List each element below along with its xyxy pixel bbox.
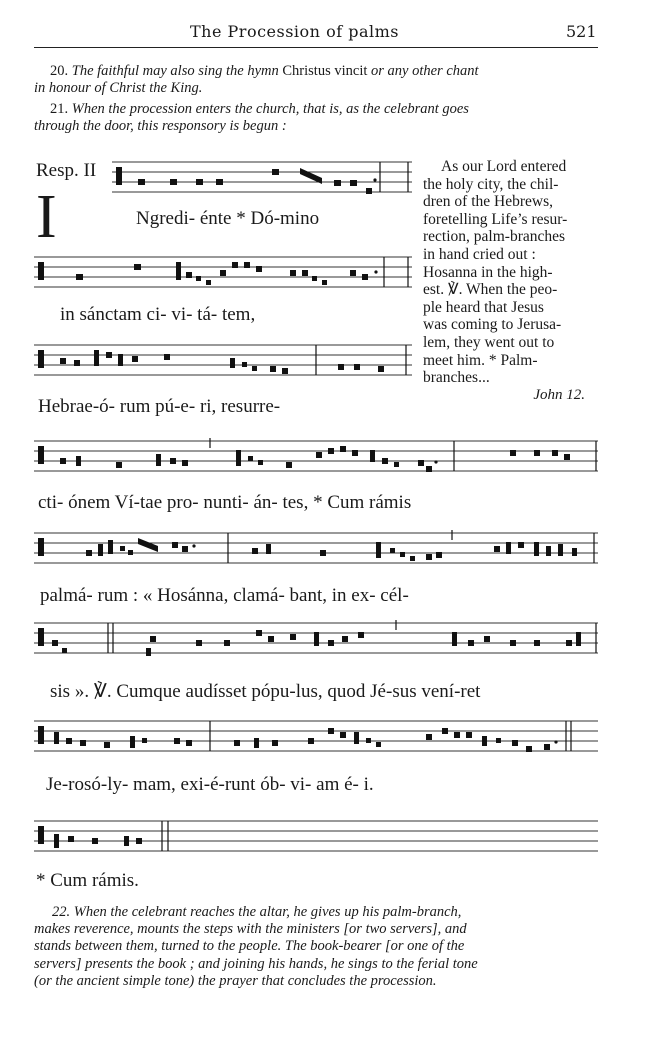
lyric-line-7: Je-rosó-ly- mam, exi-é-runt ób- vi- am é- i. bbox=[46, 774, 374, 795]
translation-line: Hosanna in the high- bbox=[423, 263, 553, 281]
scripture-reference: John 12. bbox=[533, 386, 585, 403]
lyric-line-6: sis ». ℣. Cumque audísset pópu-lus, quod Jé-sus vení-ret bbox=[50, 681, 481, 702]
chant-staff-7 bbox=[34, 716, 600, 764]
rubric-22 bbox=[34, 904, 600, 990]
lyric-line-1: Ngredi- énte * Dó-mino bbox=[136, 208, 320, 229]
chant-staff-1 bbox=[112, 158, 414, 204]
page-number: 521 bbox=[566, 22, 597, 41]
translation-line: meet him. * Palm- bbox=[423, 351, 538, 369]
rubric-line: stands between them, turned to the people. The book-bearer [or one of the bbox=[34, 938, 465, 955]
chant-staff-2 bbox=[34, 252, 414, 300]
chant-staff-3 bbox=[34, 340, 414, 388]
lyric-line-3: Hebrae-ó- rum pú-e- ri, resurre- bbox=[38, 396, 281, 417]
translation-line: ple heard that Jesus bbox=[423, 298, 544, 316]
translation-line: est. ℣. When the peo- bbox=[423, 281, 558, 299]
translation-line: in hand cried out : bbox=[423, 245, 536, 263]
rubric-21 bbox=[34, 101, 598, 135]
chant-staff-4 bbox=[34, 436, 600, 484]
rubric-line: servers] presents the book ; and joining his hands, he sings to the ferial tone bbox=[34, 955, 478, 972]
chant-staff-8 bbox=[34, 816, 600, 864]
rubric-text: in honour of Christ the King. bbox=[34, 80, 203, 96]
translation-line: the holy city, the chil- bbox=[423, 175, 559, 193]
rubric-line: (or the ancient simple tone) the prayer that concludes the procession. bbox=[34, 972, 437, 989]
translation-line: rection, palm-branches bbox=[423, 228, 566, 246]
chant-staff-6 bbox=[34, 618, 600, 666]
rubric-number: 21. bbox=[50, 101, 69, 117]
translation-line: was coming to Jerusa- bbox=[423, 316, 562, 334]
lyric-line-4: cti- ónem Ví-tae pro- nunti- án- tes, * Cum rámis bbox=[38, 492, 412, 513]
lyric-line-8: * Cum rámis. bbox=[36, 870, 139, 891]
translation-line: branches... bbox=[423, 369, 490, 387]
chant-staff-5 bbox=[34, 528, 600, 576]
lyric-line-5: palmá- rum : « Hosánna, clamá- bant, in ex- cél- bbox=[40, 585, 409, 606]
translation-line: foretelling Life’s resur- bbox=[423, 210, 568, 228]
hymn-name: Christus vincit bbox=[282, 63, 368, 79]
translation-block bbox=[423, 158, 599, 404]
rubric-20 bbox=[34, 63, 598, 97]
header-rule bbox=[34, 47, 598, 48]
rubric-text: When the procession enters the church, that is, as the celebrant goes bbox=[71, 101, 469, 117]
lyric-line-2: in sánctam ci- vi- tá- tem, bbox=[60, 304, 256, 325]
rubric-text: or any other chant bbox=[371, 63, 479, 79]
rubric-number: 20. bbox=[50, 63, 69, 79]
rubric-line: 22. When the celebrant reaches the altar, he gives up his palm-branch, bbox=[52, 904, 462, 920]
running-header-title: The Procession of palms bbox=[190, 22, 399, 41]
drop-capital: I bbox=[36, 183, 57, 251]
translation-line: lem, they went out to bbox=[423, 333, 555, 351]
translation-line: dren of the Hebrews, bbox=[423, 193, 553, 211]
translation-line: As our Lord entered bbox=[441, 158, 567, 175]
responsory-label: Resp. II bbox=[36, 160, 97, 181]
rubric-text: The faithful may also sing the hymn bbox=[71, 63, 279, 79]
rubric-text: through the door, this responsory is begun : bbox=[34, 118, 287, 134]
rubric-line: makes reverence, mounts the steps with the ministers [or two servers], and bbox=[34, 921, 467, 938]
